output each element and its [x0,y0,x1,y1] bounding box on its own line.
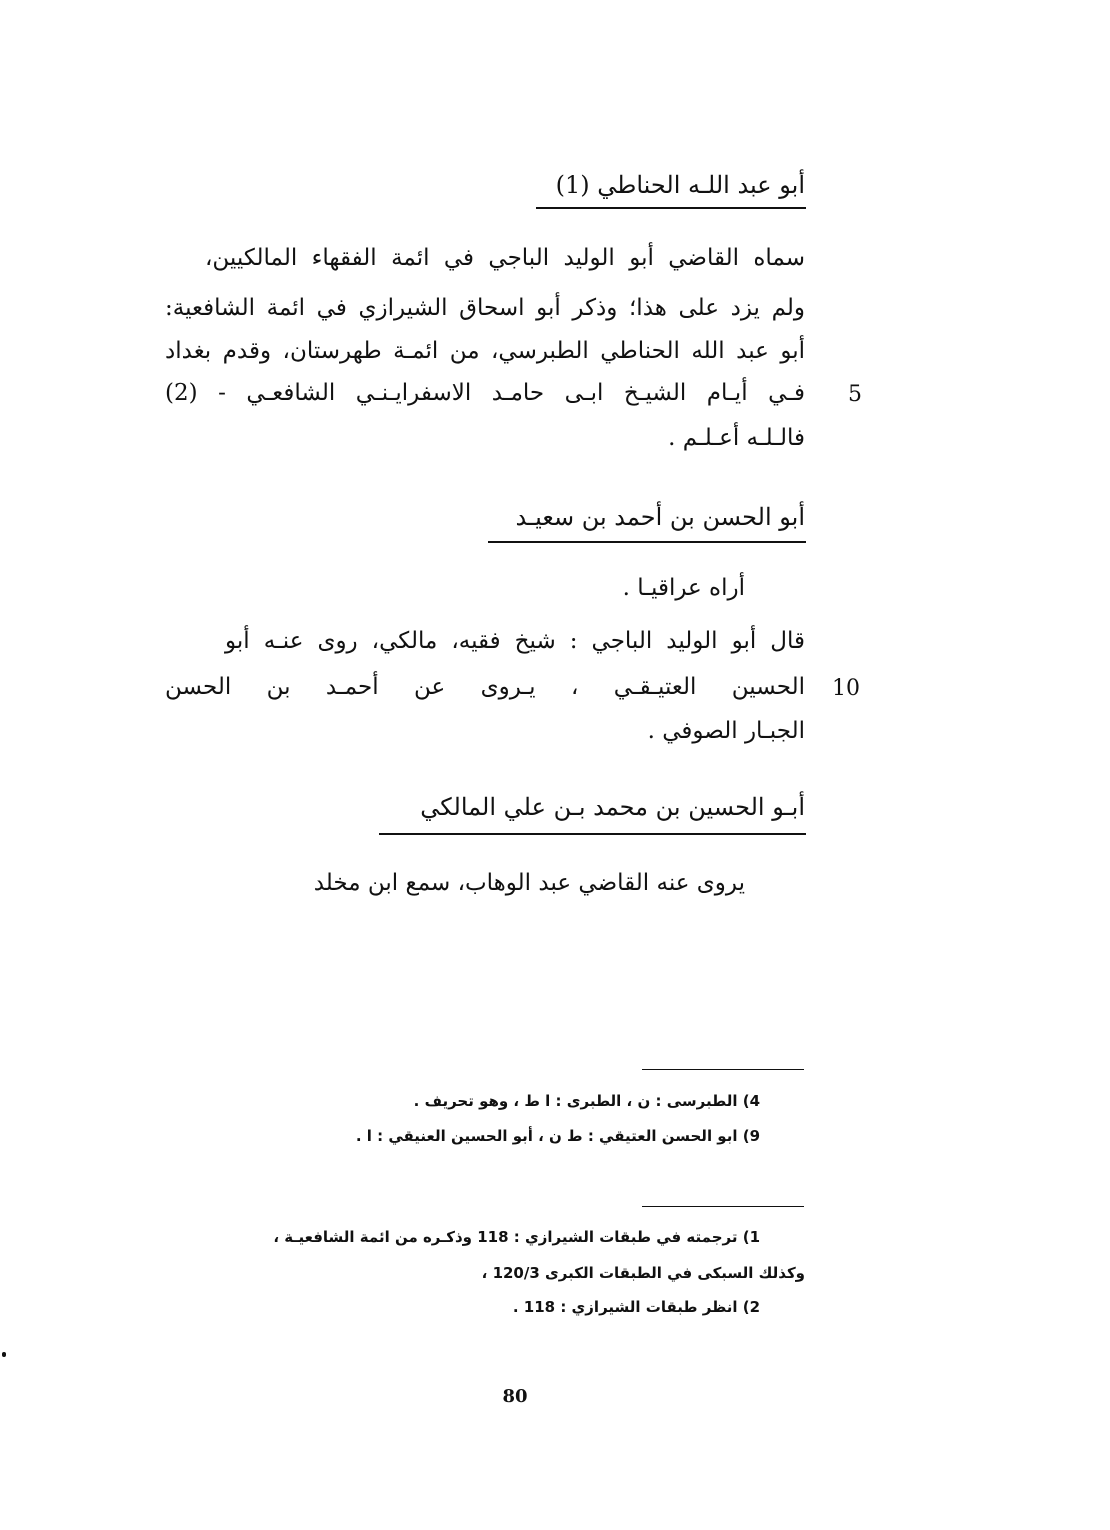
variant-note: 4) الطبرسى : ن ، الطبرى : ا ط ، وهو تحريف . [413,1092,760,1110]
page-number: 80 [502,1386,528,1407]
footnote-continuation: وكذلك السبكى في الطبقات الكبرى 120/3 ، [481,1264,805,1282]
paragraph-line: فالـلـه أعـلـم . [668,425,805,451]
paragraph-line: الحسين العتيـقـي ، يـروى عن أحمـد بن الحسن [165,674,805,700]
footnote: 1) ترجمته في طبقات الشيرازي : 118 وذكـره من ائمة الشافعيـة ، [273,1228,760,1246]
entry-title-hannati: أبو عبد اللـه الحناطي (1) [555,171,805,199]
title-underline [488,541,806,543]
footnote: 2) انظر طبقات الشيرازي : 118 . [512,1298,760,1316]
paragraph-line: أراه عراقيـا . [622,575,745,601]
paragraph-line: فـي أيـام الشيـخ ابـى حامـد الاسفرايـنـي الشافعـي - (2) [165,380,805,406]
title-underline [536,207,806,209]
paragraph-line: الجبـار الصوفي . [647,718,805,744]
scan-speck [2,1352,6,1357]
paragraph-line: ولم يزد على هذا؛ وذكر أبو اسحاق الشيرازي في ائمة الشافعية: [165,295,805,321]
entry-title-abu-al-husayn: أبـو الحسين بن محمد بـن علي المالكي [420,793,805,821]
paragraph-line: يروى عنه القاضي عبد الوهاب، سمع ابن مخلد [313,870,745,896]
variant-note: 9) ابو الحسن العتيقي : ط ن ، أبو الحسين العنيقي : ا . [355,1127,760,1145]
footnotes-separator [642,1206,804,1207]
paragraph-line: أبو عبد الله الحناطي الطبرسي، من ائمـة طهرستان، وقدم بغداد [165,338,805,364]
line-number: 5 [848,382,862,407]
entry-title-abu-al-hasan: أبو الحسن بن أحمد بن سعيـد [515,503,805,531]
line-number: 10 [832,676,860,701]
title-underline [379,833,806,835]
paragraph-line: سماه القاضي أبو الوليد الباجي في ائمة الفقهاء المالكيين، [205,245,805,271]
notes-separator [642,1069,804,1070]
paragraph-line: قال أبو الوليد الباجي : شيخ فقيه، مالكي، روى عنـه أبو [225,628,805,654]
